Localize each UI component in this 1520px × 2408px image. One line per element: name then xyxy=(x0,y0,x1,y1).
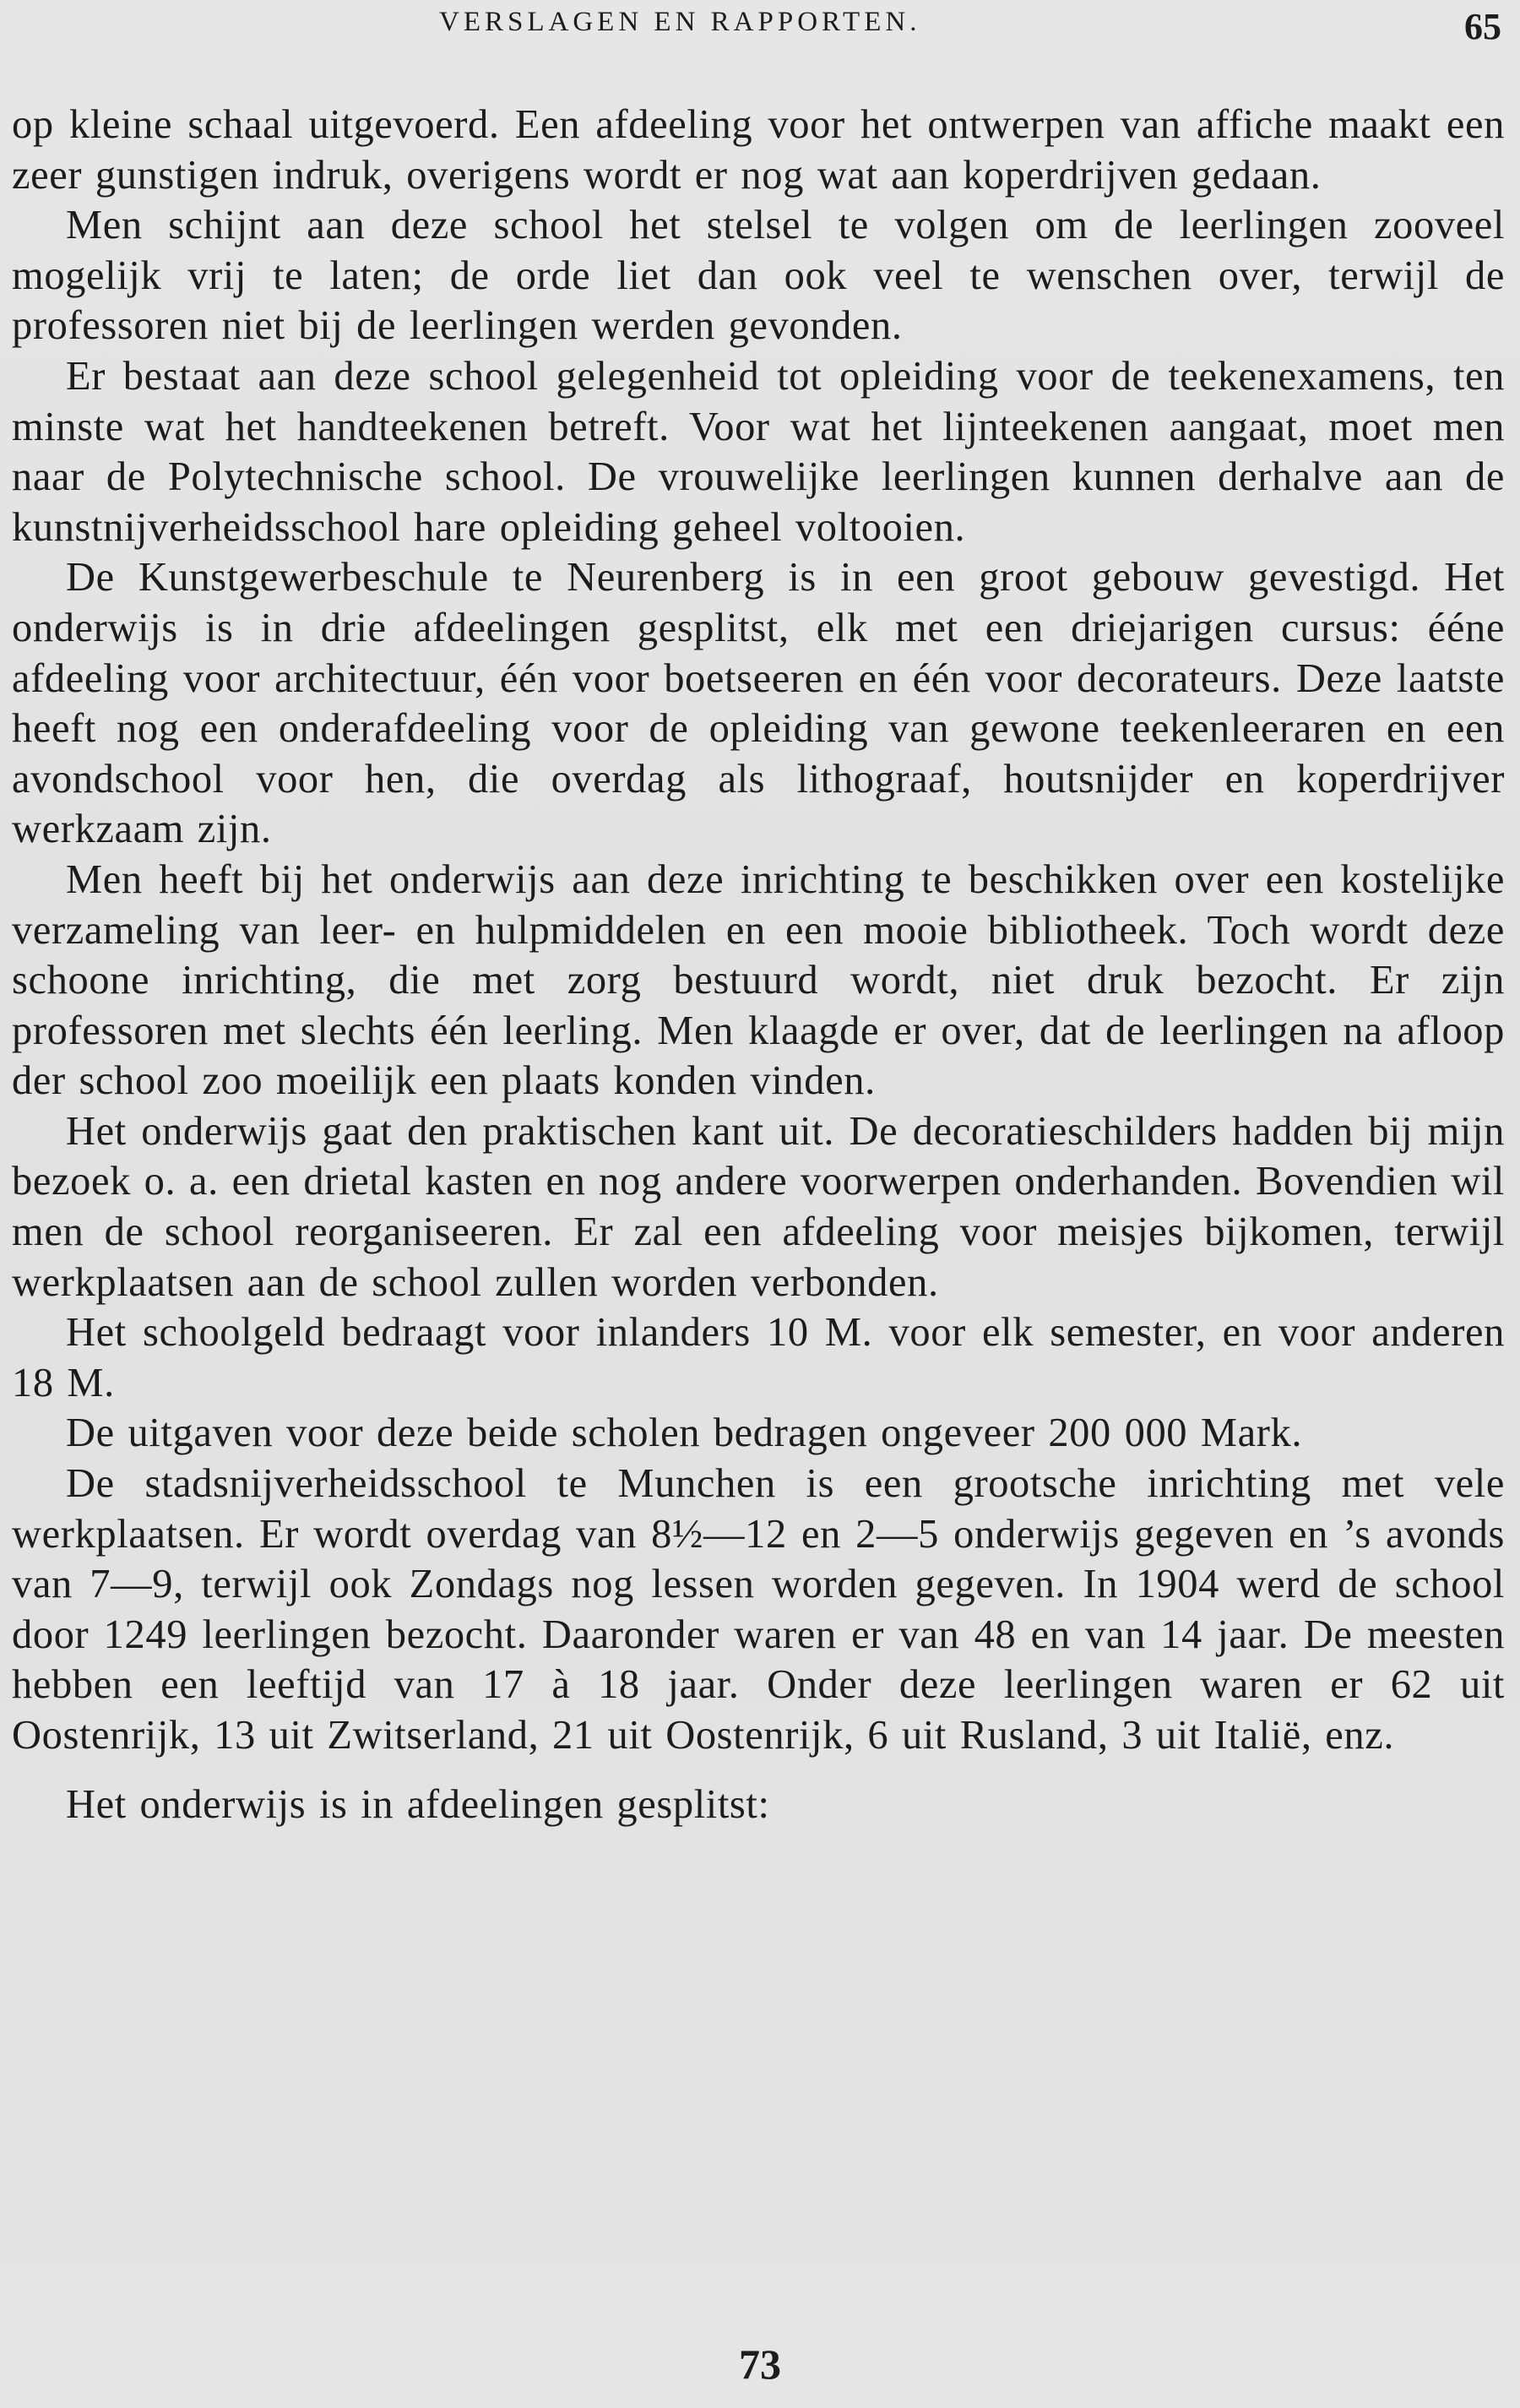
paragraph: De uitgaven voor deze beide scholen bedragen ongeveer 200 000 Mark. xyxy=(66,1411,1303,1456)
paragraph: Men heeft bij het onderwijs aan deze inrichting te beschikken over een kostelijke verzameling van leer- en hulpmiddelen en een mooie bibliotheek. Toch wordt deze schoone inrichting, die met zorg bestuurd wordt, niet druk bezocht. Er zijn professoren met slechts één leerling. Men klaagde er over, dat de leerlingen na afloop der school zoo moeilijk een plaats konden vinden. xyxy=(12,856,1505,1104)
paragraph: Het onderwijs gaat den praktischen kant uit. De decoratieschilders hadden bij mijn bezoek o. a. een drietal kasten en nog andere voorwerpen onderhanden. Bovendien wil men de school reorganiseeren. Er zal een afdeeling voor meisjes bijkomen, terwijl werkplaatsen aan de school zullen worden verbonden. xyxy=(12,1108,1505,1305)
running-head xyxy=(0,5,1520,52)
running-title: VERSLAGEN EN RAPPORTEN. xyxy=(439,7,921,37)
paragraph: De stadsnijverheidsschool te Munchen is een grootsche inrichting met vele werkplaatsen. Er wordt overdag van 8½—12 en 2—5 onderwijs gegeven en ’s avonds van 7—9, terwijl ook Zondags nog lessen worden gegeven. In 1904 werd de school door 1249 leerlingen bezocht. Daaronder waren er van 48 en van 14 jaar. De meesten hebben een leeftijd van 17 à 18 jaar. Onder deze leerlingen waren er 62 uit Oostenrijk, 13 uit Zwitserland, 21 uit Oostenrijk, 6 uit Rusland, 3 uit Italië, enz. xyxy=(12,1461,1505,1758)
paragraph: Er bestaat aan deze school gelegenheid tot opleiding voor de teekenexamens, ten minste wat het handteekenen betreft. Voor wat het lijnteekenen aangaat, moet men naar de Polytechnische school. De vrouwelijke leerlingen kunnen derhalve aan de kunstnijverheidsschool hare opleiding geheel voltooien. xyxy=(12,353,1505,550)
page-number: 65 xyxy=(1464,6,1501,47)
body-text xyxy=(12,100,1505,1829)
signature-mark: 73 xyxy=(739,2340,781,2388)
paragraph: Men schijnt aan deze school het stelsel te volgen om de leerlingen zooveel mogelijk vrij te laten; de orde liet dan ook veel te wenschen over, terwijl de professoren niet bij de leerlingen werden gevonden. xyxy=(12,203,1505,349)
paragraph: De Kunstgewerbeschule te Neurenberg is in een groot gebouw gevestigd. Het onderwijs is in drie afdeelingen gesplitst, elk met een driejarigen cursus: éénе afdeeling voor architectuur, één voor boetseeren en één voor decorateurs. Deze laatste heeft nog een onderafdeeling voor de opleiding van gewone teekenleeraren en een avondschool voor hen, die overdag als lithograaf, houtsnijder en koperdrijver werkzaam zijn. xyxy=(12,555,1505,852)
paragraph: op kleine schaal uitgevoerd. Een afdeeling voor het ontwerpen van affiche maakt een zeer gunstigen indruk, overigens wordt er nog wat aan koperdrijven gedaan. xyxy=(12,102,1505,198)
paragraph: Het schoolgeld bedraagt voor inlanders 10 M. voor elk semester, en voor anderen 18 M. xyxy=(12,1310,1505,1405)
paragraph: Het onderwijs is in afdeelingen gesplitst: xyxy=(66,1781,770,1827)
